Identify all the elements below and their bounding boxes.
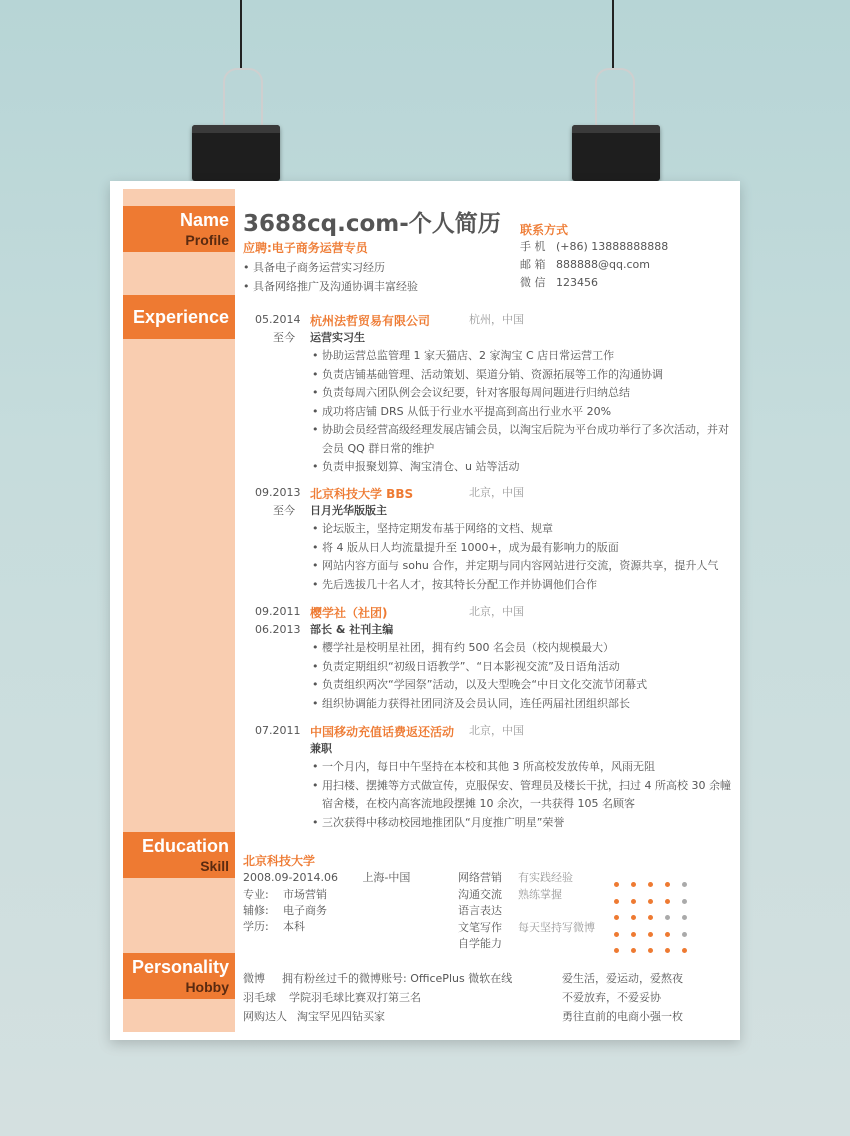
header-highlights	[243, 259, 418, 296]
edu-period-row	[243, 869, 410, 887]
tab-education-title: Education	[141, 836, 229, 856]
edu-value: 市场营销	[283, 888, 327, 901]
exp-bullet: • 先后选拔几十名人才，按其特长分配工作并协调他们合作	[312, 576, 718, 595]
tab-personality-sub: Hobby	[185, 979, 229, 995]
exp-bullet: • 网站内容方面与 sohu 合作，并定期与同内容网站进行交流，资源共享，提升人气	[312, 557, 718, 576]
binder-clip-left	[192, 125, 280, 181]
email-value: 888888@qq.com	[556, 258, 650, 271]
exp-bullet: • 三次获得中移动校园地推团队“月度推广明星”荣誉	[312, 814, 731, 833]
hobby-label: 羽毛球	[243, 991, 276, 1004]
highlight-item: • 具备电子商务运营实习经历	[243, 259, 418, 278]
exp-org: 中国移动充值话费返还活动	[310, 725, 455, 739]
tab-experience	[123, 295, 235, 339]
rating-dot	[665, 948, 670, 953]
rating-dot	[614, 948, 619, 953]
exp-location: 北京，中国	[469, 486, 524, 499]
exp-date-end: 06.2013	[255, 623, 301, 636]
exp-date-start: 07.2011	[255, 724, 301, 737]
tab-personality	[123, 953, 235, 999]
exp-date-end: 至今	[273, 331, 295, 344]
exp-role: 部长 & 社刊主编	[310, 623, 394, 636]
exp-location: 北京，中国	[469, 605, 524, 618]
edu-label: 专业:	[243, 888, 269, 901]
exp-location: 北京，中国	[469, 724, 524, 737]
exp-items	[312, 758, 731, 832]
exp-bullet: • 负责店铺基础管理、活动策划、渠道分销、资源拓展等工作的沟通协调	[312, 366, 729, 385]
hobby-text: 拥有粉丝过千的微博账号: OfficePlus 微软在线	[282, 972, 513, 985]
phone-value: (+86) 13888888888	[556, 240, 669, 253]
exp-items	[312, 639, 647, 713]
edu-value: 电子商务	[283, 904, 327, 917]
edu-value: 本科	[283, 920, 305, 933]
skill-row	[458, 902, 728, 919]
resume-paper	[110, 181, 740, 1040]
skill-name: 自学能力	[458, 937, 502, 950]
hobby-row	[243, 989, 421, 1007]
binder-clip-right	[572, 125, 660, 181]
resume-title: 3688cq.com-个人简历	[243, 211, 501, 237]
wechat-label: 微 信	[520, 276, 546, 289]
exp-date-end: 至今	[273, 504, 295, 517]
skill-desc: 有实践经验	[518, 871, 573, 884]
position-applied: 应聘:电子商务运营专员	[243, 241, 368, 255]
tab-name	[123, 206, 235, 252]
exp-role: 运营实习生	[310, 331, 365, 344]
exp-org: 杭州法哲贸易有限公司	[310, 314, 431, 328]
exp-bullet: • 负责组织两次“学园祭”活动，以及大型晚会“中日文化交流节闭幕式	[312, 676, 647, 695]
tab-experience-title: Experience	[132, 307, 229, 327]
exp-org: 北京科技大学 BBS	[310, 487, 414, 501]
skill-row	[458, 919, 728, 936]
tab-name-sub: Profile	[185, 232, 229, 248]
skill-row	[458, 886, 728, 903]
exp-bullet: • 协助运营总监管理 1 家天猫店、2 家淘宝 C 店日常运营工作	[312, 347, 729, 366]
school-name: 北京科技大学	[243, 854, 316, 868]
edu-row	[243, 918, 305, 936]
edu-label: 辅修:	[243, 904, 269, 917]
exp-org: 樱学社（社团)	[310, 606, 388, 620]
skills-list	[458, 869, 728, 952]
skill-row	[458, 869, 728, 886]
exp-location: 杭州，中国	[469, 313, 524, 326]
exp-items	[312, 347, 729, 477]
exp-role: 兼职	[310, 742, 332, 755]
skill-row	[458, 935, 728, 952]
contact-phone	[520, 238, 668, 256]
hobby-label: 网购达人	[243, 1010, 287, 1023]
contact-wechat	[520, 274, 598, 292]
exp-bullet: • 樱学社是校明星社团，拥有约 500 名会员（校内规模最大）	[312, 639, 647, 658]
rating-dot	[631, 948, 636, 953]
tab-education-sub: Skill	[200, 858, 229, 874]
edu-location: 上海-中国	[362, 871, 411, 884]
exp-bullet: • 一个月内，每日中午坚持在本校和其他 3 所高校发放传单，风雨无阻	[312, 758, 731, 777]
hobby-row	[243, 1008, 385, 1026]
trait: 爱生活，爱运动，爱熬夜	[562, 972, 683, 985]
hanging-string-right	[612, 0, 614, 70]
trait: 勇往直前的电商小强一枚	[562, 1010, 683, 1023]
exp-bullet: • 负责定期组织“初级日语教学”、“日本影视交流”及日语角活动	[312, 658, 647, 677]
skill-desc: 每天坚持写微博	[518, 920, 595, 934]
hobby-text: 淘宝罕见四钻买家	[297, 1010, 385, 1023]
exp-bullet: • 将 4 版从日人均流量提升至 1000+，成为最有影响力的版面	[312, 539, 718, 558]
contact-email	[520, 256, 650, 274]
tab-education	[123, 832, 235, 878]
skill-desc: 熟练掌握	[518, 887, 562, 901]
skill-name: 语言表达	[458, 904, 502, 917]
exp-bullet: • 成功将店铺 DRS 从低于行业水平提高到高出行业水平 20%	[312, 403, 729, 422]
hobby-row	[243, 970, 512, 988]
tab-personality-title: Personality	[131, 957, 229, 977]
exp-bullet-cont: 会员 QQ 群日常的维护	[322, 441, 435, 455]
hanging-string-left	[240, 0, 242, 70]
trait: 不爱放弃，不爱妥协	[562, 991, 661, 1004]
rating-dot	[648, 948, 653, 953]
clip-wire-left	[223, 68, 263, 130]
highlight-item: • 具备网络推广及沟通协调丰富经验	[243, 278, 418, 297]
exp-role: 日月光华版版主	[310, 504, 387, 517]
edu-label: 学历:	[243, 920, 269, 933]
wechat-value: 123456	[556, 276, 598, 289]
exp-bullet: • 组织协调能力获得社团同济及会员认同，连任两届社团组织部长	[312, 695, 647, 714]
skill-name: 文笔写作	[458, 920, 502, 934]
exp-bullet: • 负责申报聚划算、淘宝清仓、u 站等活动	[312, 458, 729, 477]
exp-bullet-cont: 宿舍楼，在校内高客流地段摆摊 10 余次，一共获得 105 名顾客	[322, 797, 635, 810]
exp-bullet: • 用扫楼、摆摊等方式做宣传，克服保安、管理员及楼长干扰，扫过 4 所高校 30 余幢	[312, 777, 731, 796]
skill-name: 沟通交流	[458, 887, 502, 901]
exp-bullet: • 负责每周六团队例会会议纪要，针对客服每周问题进行归纳总结	[312, 384, 729, 403]
exp-date-start: 09.2013	[255, 486, 301, 499]
contact-heading: 联系方式	[520, 223, 569, 237]
exp-items	[312, 520, 718, 594]
exp-date-start: 09.2011	[255, 605, 301, 618]
hobby-label: 微博	[243, 972, 265, 985]
rating-dot	[682, 948, 687, 953]
skill-name: 网络营销	[458, 871, 502, 884]
exp-date-start: 05.2014	[255, 313, 301, 326]
exp-bullet: • 论坛版主，坚持定期发布基于网络的文档、规章	[312, 520, 718, 539]
email-label: 邮 箱	[520, 258, 546, 271]
edu-period: 2008.09-2014.06	[243, 871, 338, 884]
exp-bullet: • 协助会员经营高级经理发展店铺会员，以淘宝后院为平台成功举行了多次活动，并对	[312, 421, 729, 440]
skill-rating	[614, 941, 699, 959]
hobby-text: 学院羽毛球比赛双打第三名	[289, 991, 421, 1004]
tab-name-title: Name	[179, 210, 229, 230]
phone-label: 手 机	[520, 240, 546, 253]
clip-wire-right	[595, 68, 635, 130]
